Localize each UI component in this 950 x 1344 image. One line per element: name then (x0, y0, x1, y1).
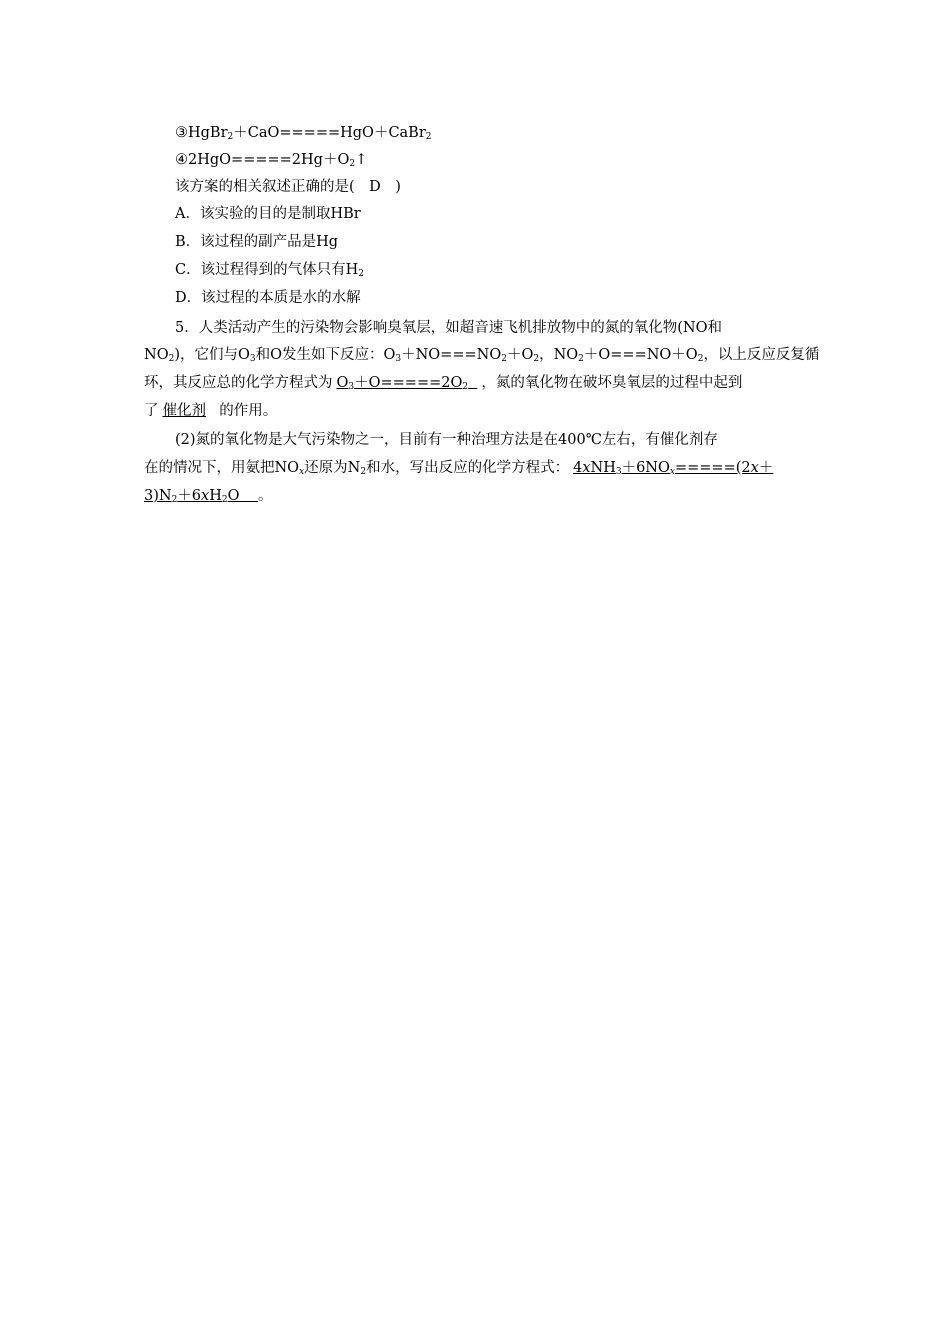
answer-equation-part-1: $4xNH_3+6NO_x=====(2x+$ (573, 460, 774, 477)
option-a: A．该实验的目的是制取HBr (175, 206, 361, 222)
answer-catalyst: 催化剂 (162, 403, 206, 419)
question-stem: 该方案的相关叙述正确的是( D ) (175, 179, 401, 195)
equation-4: $④2HgO=====2Hg+O_2↑$ (175, 152, 368, 169)
option-b: B．该过程的副产品是Hg (175, 234, 339, 250)
q5-line-1: 5．人类活动产生的污染物会影响臭氧层，如超音速飞机排放物中的氮的氧化物(NO和 (175, 320, 722, 336)
equation-3: ③HgBr$_2$＋CaO=====HgO＋CaBr$_2$ (175, 125, 432, 142)
answer-equation-part-2: $3)N_2+6xH_2O$ (144, 488, 240, 505)
q5-line-4: 了 催化剂 的作用。 (144, 403, 278, 419)
q5b-line-3: $3)N_2+6xH_2O$ 。 (144, 488, 273, 505)
q5b-line-1: (2)氮的氧化物是大气污染物之一，目前有一种治理方法是在400℃左右，有催化剂存 (175, 432, 718, 448)
q5b-line-2: 在的情况下，用氨把$NO_x$还原为$N_2$和水，写出反应的化学方程式： $4xNH_3+6NO_x=====(2x+$ (144, 458, 777, 478)
option-d: D．该过程的本质是水的水解 (175, 290, 361, 306)
q5-line-2: $NO_2$)，它们与$O_3$和O发生如下反应：$O_3+NO===NO_2+O_2$，$NO_2+O===NO+O_2$，以上反应反复循 (144, 347, 820, 364)
answer-overall-equation: $O_3+O=====2O_2$ (336, 375, 469, 392)
q5-line-3: 环，其反应总的化学方程式为 $O_3+O=====2O_2$ ，氮的氧化物在破坏臭氧层的过程中起到 (144, 375, 743, 392)
option-c: C．该过程得到的气体只有$H_2$ (175, 262, 364, 279)
